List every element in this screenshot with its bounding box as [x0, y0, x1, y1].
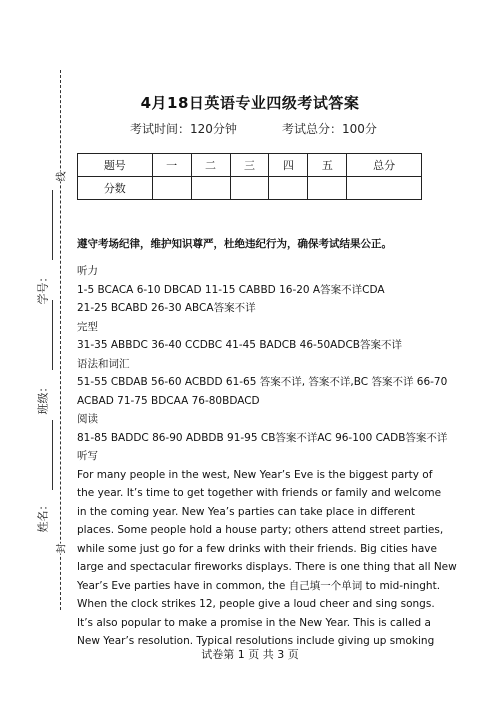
score-header-cell: 四: [269, 154, 308, 177]
score-header-cell: 五: [308, 154, 347, 177]
score-cell: [191, 177, 230, 200]
score-header-cell: 总分: [347, 154, 422, 177]
content-line: 31-35 ABBDC 36-40 CCDBC 41-45 BADCB 46-50ADCB答案不详: [77, 339, 402, 351]
content-line: 听力: [77, 265, 98, 277]
exam-notice: 遵守考场纪律，维护知识尊严，杜绝违纪行为，确保考试结果公正。: [77, 238, 392, 250]
seal-char-seal: 封: [52, 544, 69, 554]
score-table-value-row: [78, 177, 422, 200]
content-line: places. Some people hold a house party; others attend street parties,: [77, 524, 444, 536]
content-line: 1-5 BCACA 6-10 DBCAD 11-15 CABBD 16-20 A答案不详CDA: [77, 283, 385, 296]
score-cell: [308, 177, 347, 200]
score-cell: [152, 177, 191, 200]
content-line: Year’s Eve parties have in common, the 自己填一个单词 to mid-ninght.: [77, 579, 441, 592]
page-title: 4月18日英语专业四级考试答案: [140, 94, 360, 112]
exam-time: 考试时间：120分钟: [130, 122, 237, 136]
content-line: New Year’s resolution. Typical resolutions include giving up smoking: [77, 635, 435, 647]
class-label: 班级：: [36, 381, 50, 415]
content-line: 完型: [77, 320, 98, 333]
content-line: When the clock strikes 12, people give a loud cheer and sing songs.: [77, 598, 435, 610]
class-blank: [52, 300, 53, 370]
content-line: ACBAD 71-75 BDCAA 76-80BDACD: [77, 394, 260, 407]
content-line: 听写: [77, 450, 98, 462]
content-line: 51-55 CBDAB 56-60 ACBDD 61-65 答案不详, 答案不详,BC 答案不详 66-70: [77, 376, 448, 388]
score-cell: [269, 177, 308, 200]
content-line: 21-25 BCABD 26-30 ABCA答案不详: [77, 302, 256, 314]
content-line: 81-85 BADDC 86-90 ADBDB 91-95 CB答案不详AC 96-100 CADB答案不详: [77, 431, 448, 444]
answer-content: [77, 262, 457, 651]
content-line: It’s also popular to make a promise in the New Year. This is called a: [77, 616, 431, 629]
page-footer: 试卷第 1 页 共 3 页: [201, 648, 299, 661]
score-table-header-row: [78, 154, 422, 177]
name-label: 姓名：: [36, 499, 50, 533]
seal-dashed-line: [60, 70, 61, 610]
content-line: the year. It’s time to get together with friends or family and welcome: [77, 487, 442, 499]
score-table: [77, 153, 422, 200]
content-line: 语法和词汇: [77, 357, 130, 370]
content-line: large and spectacular fireworks displays. There is one thing that all New: [77, 561, 457, 573]
score-header-cell: 二: [191, 154, 230, 177]
seal-char-line: 线: [52, 172, 69, 182]
total-score: 考试总分：100分: [282, 122, 377, 136]
name-blank: [52, 420, 53, 490]
content-line: For many people in the west, New Year’s Eve is the biggest party of: [77, 468, 433, 481]
score-header-cell: 三: [230, 154, 269, 177]
score-header-cell: 一: [152, 154, 191, 177]
content-line: 阅读: [77, 413, 98, 425]
score-cell: [347, 177, 422, 200]
score-row-label: 分数: [78, 177, 153, 200]
student-id-blank: [52, 190, 53, 260]
student-id-label: 学号：: [36, 271, 50, 305]
score-cell: [230, 177, 269, 200]
content-line: in the coming year. New Yea’s parties can take place in different: [77, 505, 415, 518]
score-header-cell: 题号: [78, 154, 153, 177]
content-line: while some just go for a few drinks with their friends. Big cities have: [77, 542, 437, 555]
